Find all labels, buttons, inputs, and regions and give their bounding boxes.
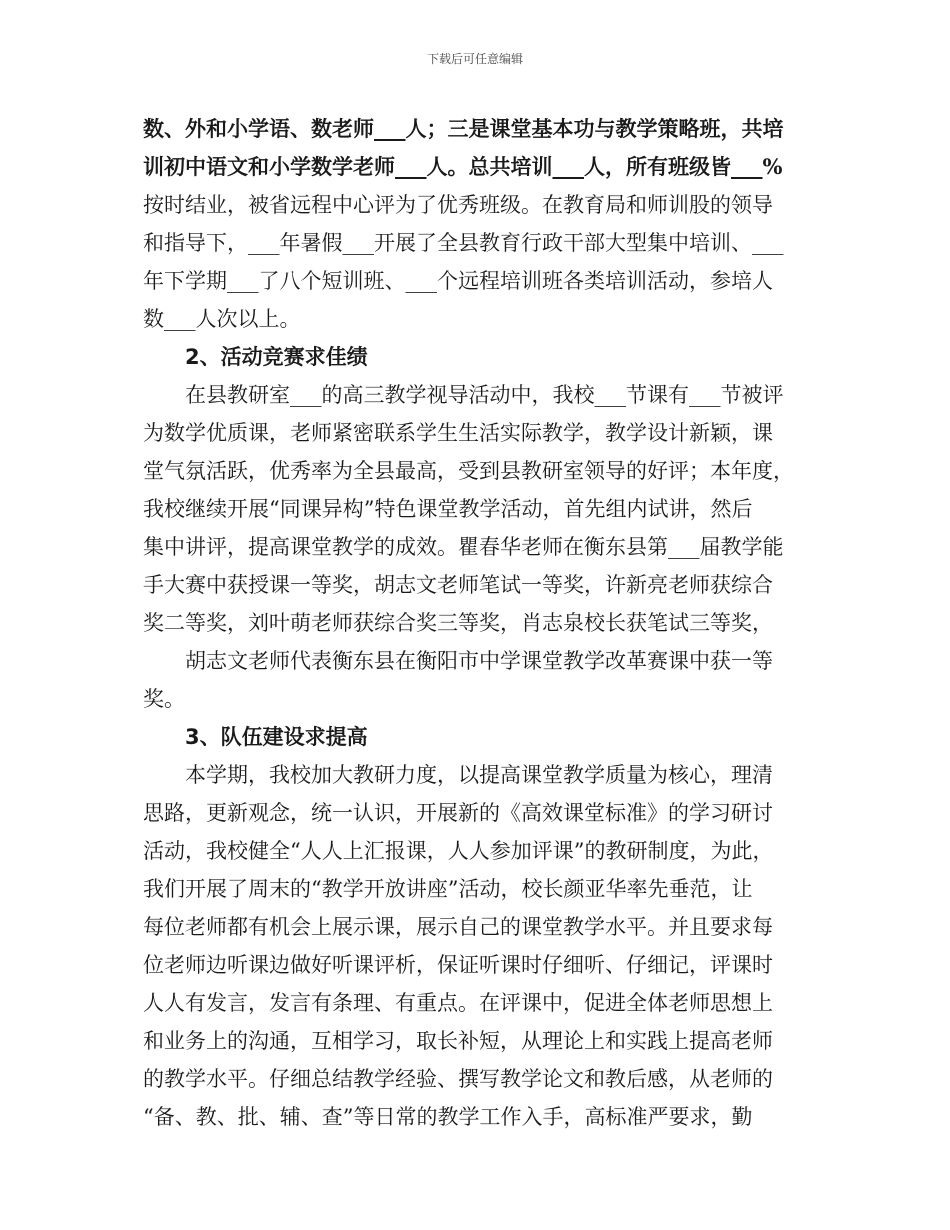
paragraph-line: 集中讲评，提高课堂教学的成效。瞿春华老师在衡东县第___届教学能 — [143, 535, 784, 559]
paragraph-line: 和指导下，___年暑假___开展了全县教育行政干部大型集中培训、___ — [143, 231, 784, 255]
paragraph-line: “备、教、批、辅、查”等日常的教学工作入手，高标准严要求，勤 — [143, 1105, 753, 1129]
paragraph-line: 每位老师都有机会上展示课，展示自己的课堂教学水平。并且要求每 — [143, 915, 773, 939]
paragraph-line: 数___人次以上。 — [143, 307, 301, 331]
paragraph-line: 按时结业，被省远程中心评为了优秀班级。在教育局和师训股的领导 — [143, 193, 773, 217]
paragraph-line: 胡志文老师代表衡东县在衡阳市中学课堂教学改革赛课中获一等 — [185, 649, 773, 673]
paragraph-line: 数、外和小学语、数老师___人；三是课堂基本功与教学策略班，共培 — [143, 116, 784, 141]
paragraph-line: 在县教研室___的高三教学视导活动中，我校___节课有___节被评 — [185, 383, 784, 407]
page-header: 下载后可任意编辑 — [426, 52, 523, 66]
paragraph-line: 位老师边听课边做好听课评析，保证听课时仔细听、仔细记，评课时 — [143, 953, 773, 977]
paragraph-line: 活动，我校健全“人人上汇报课，人人参加评课”的教研制度，为此， — [143, 839, 774, 863]
document-body — [143, 110, 811, 1136]
paragraph-line: 年下学期___了八个短训班、___个远程培训班各类培训活动，参培人 — [143, 269, 773, 293]
paragraph-line: 我校继续开展“同课异构”特色课堂教学活动，首先组内试讲，然后 — [143, 497, 753, 521]
paragraph-line: 思路，更新观念，统一认识，开展新的《高效课堂标准》的学习研讨 — [143, 801, 773, 825]
paragraph-line: 我们开展了周末的“教学开放讲座”活动，校长颜亚华率先垂范，让 — [143, 877, 753, 901]
paragraph-line: 的教学水平。仔细总结教学经验、撰写教学论文和教后感，从老师的 — [143, 1067, 773, 1091]
section-heading: 3、队伍建设求提高 — [185, 725, 368, 749]
paragraph-line: 手大赛中获授课一等奖，胡志文老师笔试一等奖，许新亮老师获综合 — [143, 573, 773, 597]
section-heading: 2、活动竞赛求佳绩 — [185, 345, 368, 369]
paragraph-line: 训初中语文和小学数学老师___人。总共培训___人，所有班级皆___% — [143, 154, 783, 179]
paragraph-line: 为数学优质课，老师紧密联系学生生活实际教学，教学设计新颖，课 — [143, 421, 773, 445]
paragraph-line: 本学期，我校加大教研力度，以提高课堂教学质量为核心，理清 — [185, 763, 773, 787]
paragraph-line: 奖。 — [143, 687, 185, 711]
paragraph-line: 奖二等奖，刘叶萌老师获综合奖三等奖，肖志泉校长获笔试三等奖， — [143, 611, 773, 635]
paragraph-line: 人人有发言，发言有条理、有重点。在评课中，促进全体老师思想上 — [143, 991, 773, 1015]
paragraph-line: 堂气氛活跃，优秀率为全县最高，受到县教研室领导的好评；本年度， — [143, 459, 794, 483]
paragraph-line: 和业务上的沟通，互相学习，取长补短，从理论上和实践上提高老师 — [143, 1029, 773, 1053]
